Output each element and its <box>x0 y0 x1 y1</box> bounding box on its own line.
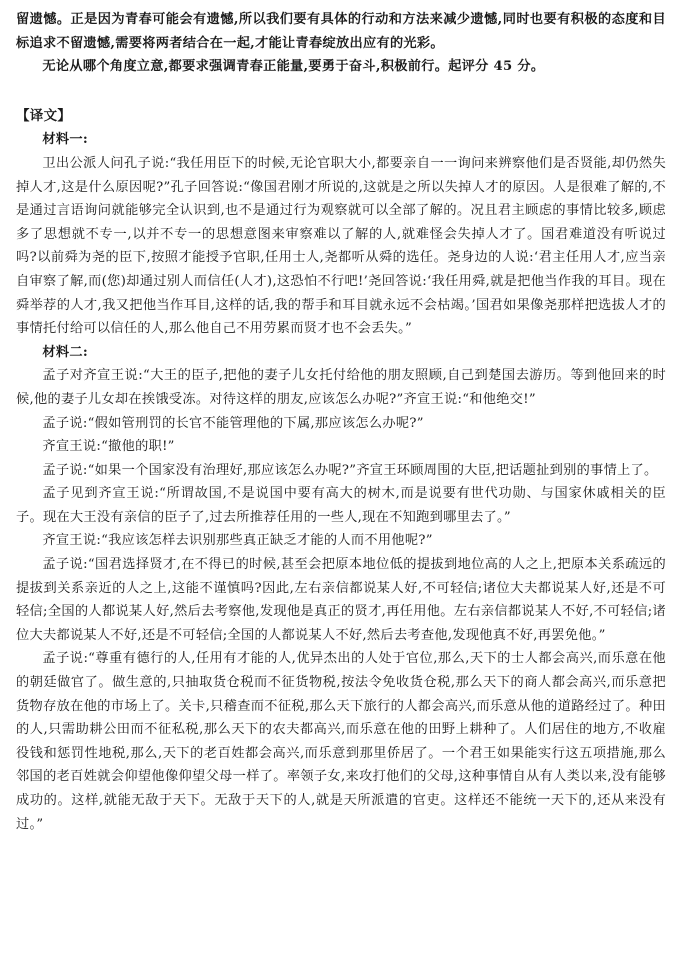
document-page <box>16 8 666 836</box>
material-two-paragraph: 齐宣王说:“撤他的职!” <box>42 439 175 455</box>
material-two-title: 材料二: <box>42 344 89 360</box>
material-two-paragraph: 孟子对齐宣王说:“大王的臣子,把他的妻子儿女托付给他的朋友照顾,自己到楚国去游历。等到他回来的时候,他的妻子儿女却在挨饿受冻。对待这样的朋友,应该怎么办呢?”齐宣王说:“和他绝交!” <box>16 368 666 407</box>
material-two-paragraph: 孟子说:“假如管刑罚的长官不能管理他的下属,那应该怎么办呢?” <box>42 415 424 431</box>
material-two-paragraph: 孟子说:“如果一个国家没有治理好,那应该怎么办呢?”齐宣王环顾周围的大臣,把话题扯到别的事情上了。 <box>42 462 658 478</box>
grading-note-paragraph: 留遗憾。正是因为青春可能会有遗憾,所以我们要有具体的行动和方法来减少遗憾,同时也要有积极的态度和目标追求不留遗憾,需要将两者结合在一起,才能让青春绽放出应有的光彩。 <box>16 12 666 51</box>
material-two-paragraph: 孟子见到齐宣王说:“所谓故国,不是说国中要有高大的树木,而是说要有世代功勋、与国家休戚相关的臣子。现在大王没有亲信的臣子了,过去所推荐任用的一些人,现在不知跑到哪里去了。” <box>16 486 666 525</box>
material-one-title: 材料一: <box>42 132 89 148</box>
grading-score-paragraph: 无论从哪个角度立意,都要求强调青春正能量,要勇于奋斗,积极前行。起评分 45 分。 <box>42 59 545 75</box>
translation-heading: 【译文】 <box>16 107 72 124</box>
material-one-paragraph: 卫出公派人问孔子说:“我任用臣下的时候,无论官职大小,都要亲自一一询问来辨察他们是否贤能,却仍然失掉人才,这是什么原因呢?”孔子回答说:“像国君刚才所说的,这就是之所以失掉人才的原因。人是很难了解的,不是通过言语询问就能够完全认识到,也不是通过行为观察就可以全部了解的。况且君主顾虑的事情比较多,顾虑多了思想就不专一,以并不专一的思想意图来审察难以了解的人,就难怪会失掉人才了。国君难道没有听说过吗?以前舜为尧的臣下,按照才能授予官职,任用士人,尧都听从舜的选任。尧身边的人说:‘君主任用人才,应当亲自审察了解,而(您)却通过别人而信任(人才),这恐怕不行吧!’尧回答说:‘我任用舜,就是把他当作我的耳目。现在舜举荐的人才,我又把他当作耳目,这样的话,我的帮手和耳目就永远不会枯竭。’国君如果像尧那样把选拔人才的事情托付给可以信任的人,那么他自己不用劳累而贤才也不会丢失。” <box>16 155 666 337</box>
material-two-paragraph: 孟子说:“国君选择贤才,在不得已的时候,甚至会把原本地位低的提拔到地位高的人之上,把原本关系疏远的提拔到关系亲近的人之上,这能不谨慎吗?因此,左右亲信都说某人好,不可轻信;诸位大夫都说某人好,还是不可轻信;全国的人都说某人好,然后去考察他,发现他是真正的贤才,再任用他。左右亲信都说某人不好,不可轻信;诸位大夫都说某人不好,还是不可轻信;全国的人都说某人不好,然后去考查他,发现他真不好,再罢免他。” <box>16 557 666 643</box>
material-two-paragraph: 孟子说:“尊重有德行的人,任用有才能的人,优异杰出的人处于官位,那么,天下的士人都会高兴,而乐意在他的朝廷做官了。做生意的,只抽取货仓税而不征货物税,按法令免收货仓税,那么天下的商人都会高兴,而乐意把货物存放在他的市场上了。关卡,只稽查而不征税,那么天下旅行的人都会高兴,而乐意从他的道路经过了。种田的人,只需助耕公田而不征私税,那么天下的农夫都高兴,而乐意在他的田野上耕种了。人们居住的地方,不收雇役钱和惩罚性地税,那么,天下的老百姓都会高兴,而乐意到那里侨居了。一个君王如果能实行这五项措施,那么邻国的老百姓就会仰望他像仰望父母一样了。率领子女,来攻打他们的父母,这种事情自从有人类以来,没有能够成功的。这样,就能无敌于天下。无敌于天下的人,就是天所派遣的官吏。这样还不能统一天下的,还从来没有过。” <box>16 651 666 832</box>
material-two-paragraph: 齐宣王说:“我应该怎样去识别那些真正缺乏才能的人而不用他呢?” <box>42 533 433 549</box>
